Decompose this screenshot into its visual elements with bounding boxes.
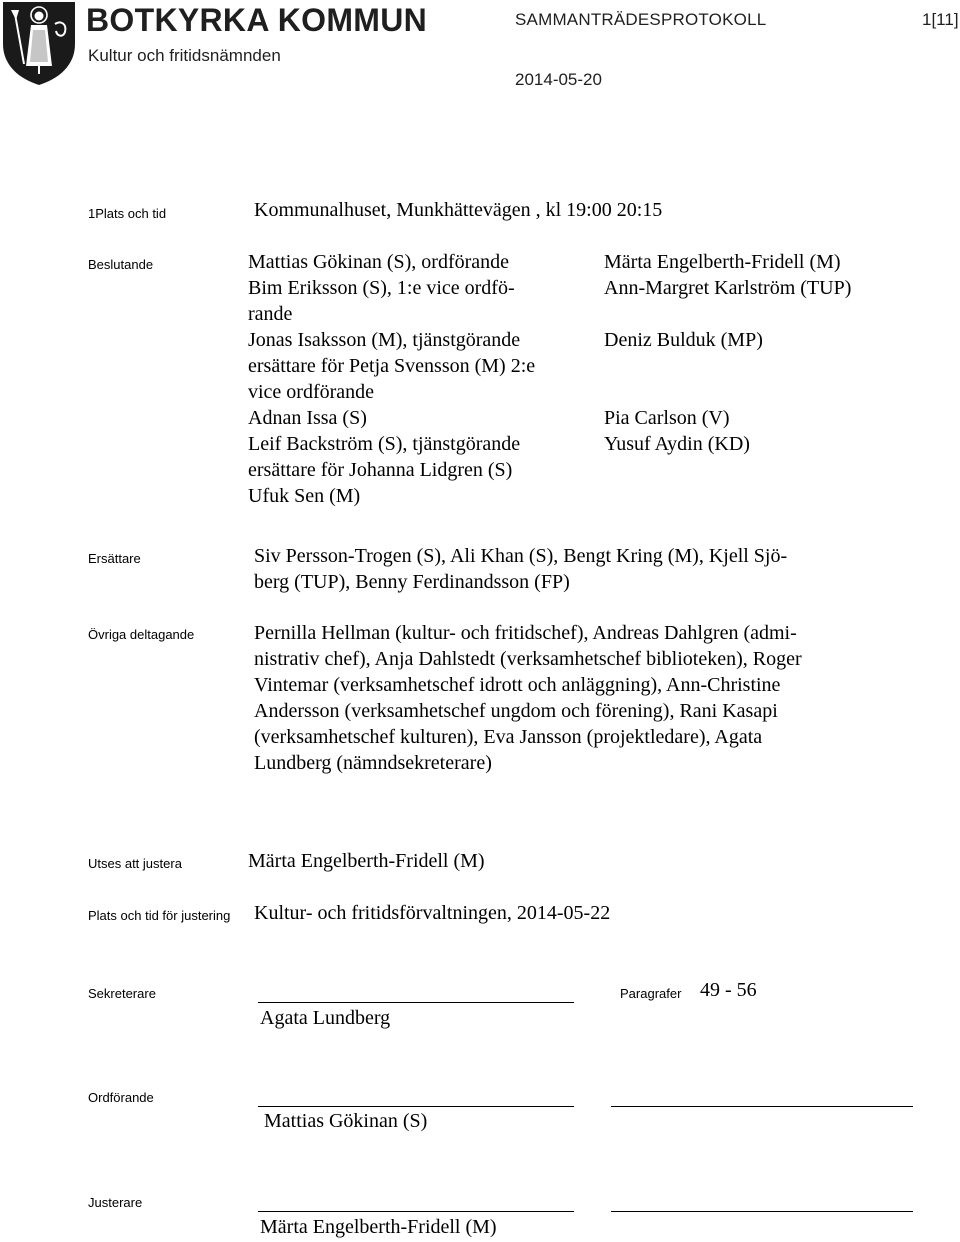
ersattare-list [254,543,787,595]
justerare-name: Märta Engelberth-Fridell (M) [260,1216,497,1238]
list-item: Bim Eriksson (S), 1:e vice ordfö- [248,277,515,299]
sekreterare-label: Sekreterare [88,986,156,1001]
document-type: SAMMANTRÄDESPROTOKOLL [515,10,767,29]
utses-label: Utses att justera [88,856,182,871]
sekreterare-name: Agata Lundberg [260,1007,391,1029]
justerare-signature-line [258,1211,574,1212]
ordforande-signature-line [258,1106,574,1107]
municipal-coat-of-arms-icon [0,0,78,86]
list-item: (verksamhetschef kulturen), Eva Jansson (projektledare), Agata [254,726,763,748]
list-item: Vintemar (verksamhetschef idrott och anläggning), Ann-Christine [254,674,781,696]
list-item [604,301,851,327]
list-item: Pernilla Hellman (kultur- och fritidschef), Andreas Dahlgren (admi- [254,622,797,644]
list-item: ersättare för Petja Svensson (M) 2:e [248,355,536,377]
ersattare-label: Ersättare [88,551,141,566]
document-date: 2014-05-20 [515,70,602,89]
list-item: Deniz Bulduk (MP) [604,329,763,351]
list-item: Pia Carlson (V) [604,407,730,429]
list-item: Yusuf Aydin (KD) [604,433,750,455]
justering-value: Kultur- och fritidsförvaltningen, 2014-05-22 [254,902,611,924]
list-item: Märta Engelberth-Fridell (M) [604,251,841,273]
list-item: Leif Backström (S), tjänstgörande [248,433,521,455]
place-time-value: Kommunalhuset, Munkhättevägen , kl 19:00 20:15 [254,199,663,221]
paragrafer-label: Paragrafer [620,986,682,1001]
place-time-label: 1Plats och tid [88,206,167,221]
beslutande-right-list [604,249,851,457]
list-item: berg (TUP), Benny Ferdinandsson (FP) [254,571,570,593]
list-item: Ufuk Sen (M) [248,485,361,507]
list-item [604,379,851,405]
list-item: Ann-Margret Karlström (TUP) [604,277,852,299]
beslutande-label: Beslutande [88,257,154,272]
list-item [604,353,851,379]
justerare-label: Justerare [88,1195,143,1210]
list-item: Siv Persson-Trogen (S), Ali Khan (S), Bengt Kring (M), Kjell Sjö- [254,545,788,567]
list-item: Adnan Issa (S) [248,407,367,429]
beslutande-left-list [248,249,535,509]
ovriga-label: Övriga deltagande [88,627,195,642]
ordforande-name: Mattias Gökinan (S) [264,1110,428,1132]
list-item: nistrativ chef), Anja Dahlstedt (verksamhetschef biblioteken), Roger [254,648,802,670]
paragrafer-value: 49 - 56 [700,979,757,1001]
department-name: Kultur och fritidsnämnden [88,46,281,65]
organization-name: BOTKYRKA KOMMUN [86,2,428,38]
list-item: Mattias Gökinan (S), ordförande [248,251,510,273]
utses-value: Märta Engelberth-Fridell (M) [248,850,485,872]
ordforande-second-signature-line [611,1106,913,1107]
ordforande-label: Ordförande [88,1090,154,1105]
list-item: Andersson (verksamhetschef ungdom och förening), Rani Kasapi [254,700,778,722]
list-item: ersättare för Johanna Lidgren (S) [248,459,513,481]
list-item: Jonas Isaksson (M), tjänstgörande [248,329,521,351]
list-item: Lundberg (nämndsekreterare) [254,752,492,774]
list-item: rande [248,303,293,325]
justerare-second-signature-line [611,1211,913,1212]
page-number: 1[11] [922,10,959,29]
ovriga-list [254,620,802,776]
sekreterare-signature-line [258,1002,574,1003]
justering-label: Plats och tid för justering [88,908,231,923]
list-item: vice ordförande [248,381,375,403]
